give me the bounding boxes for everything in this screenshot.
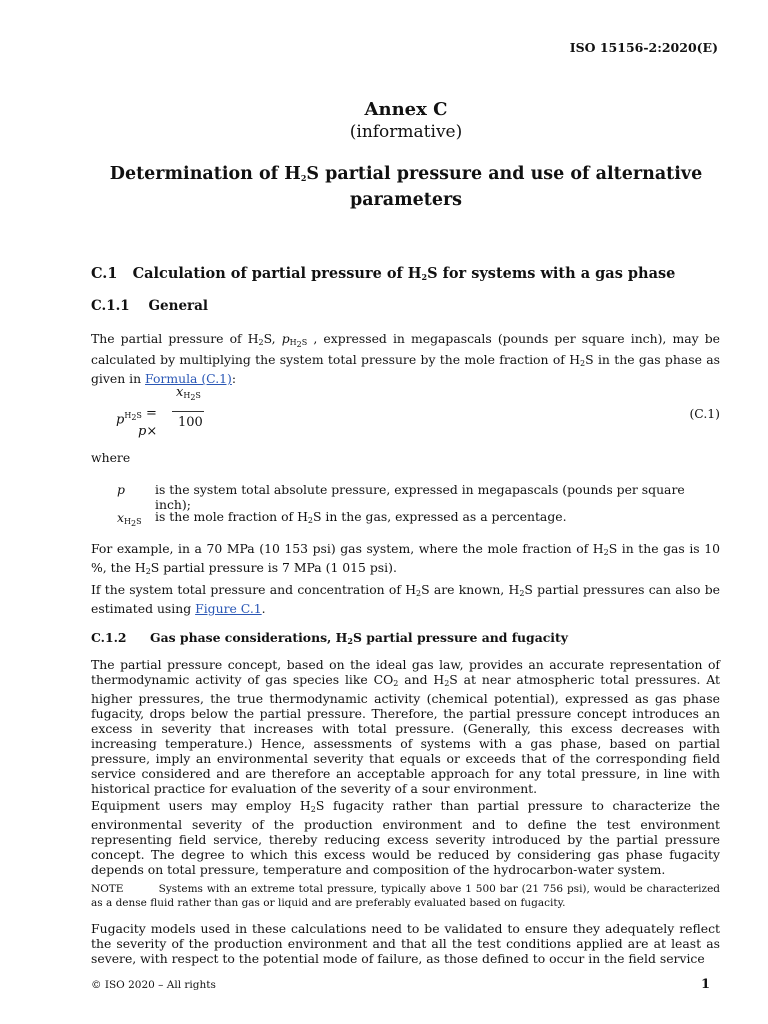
annex-type: (informative): [349, 122, 463, 142]
paragraph-fugacity: Equipment users may employ $H_2S$ fugacity rather than partial pressure to characterize the environmental severity of the production environment and to define the test environment representing field service, thereby reducing excess severity introduced by the partial pressure concept. The degree to which this excess would be reduced by considering gas phase fugacity depends on total pressure, temperature and composition of the hydrocarbon-water system.: [91, 798, 721, 877]
paragraph-partial-pressure-concept: The partial pressure concept, based on the ideal gas law, provides an accurate representation of thermodynamic activity of gas species like $CO_2$ and $H_2S$ at near atmospheric total pressures. At higher pressures, the true thermodynamic activity (chemical potential), expressed as gas phase fugacity, drops below the partial pressure. Therefore, the partial pressure concept introduces an excess in severity that increases with total pressure. (Generally, this excess decreases with increasing temperature.) Hence, assessments of systems with a gas phase, based on partial pressure, imply an environmental severity that equals or exceeds that of the corresponding field service considered and are therefore an acceptable approach for any total pressure, in line with historical practice for evaluation of the severity of a sour environment.: [91, 657, 720, 796]
page-number: 1: [700, 977, 710, 992]
formula-numerator: $x_{H_2S}$: [176, 385, 201, 402]
paragraph-estimate: If the system total pressure and concentration of $H_2S$ are known, $H_2S$ partial pressures can also be estimated using Figure C.1.: [91, 582, 720, 616]
paragraph-example: For example, in a 70 MPa (10 153 psi) gas system, where the mole fraction of $H_2S$ in the gas is 10 %, the $H_2S$ partial pressure is 7 MPa (1 015 psi).: [91, 541, 720, 576]
formula-times: p×: [138, 424, 158, 439]
fraction-line: [172, 411, 204, 412]
formula-link[interactable]: Formula (C.1): [145, 371, 232, 386]
definition-text-x: is the mole fraction of $H_2S$ in the gas, expressed as a percentage.: [155, 509, 567, 525]
definition-symbol-x: $x_{H_2S}$: [117, 510, 142, 528]
formula-lhs: $p^{H_2S}$: [116, 411, 142, 428]
note-label: NOTE: [91, 883, 124, 895]
footer-copyright: © ISO 2020 – All rights: [91, 979, 216, 991]
annex-label: Annex C: [364, 99, 448, 120]
section-heading-c1: C.1 Calculation of partial pressure of $H_2S$ for systems with a gas phase: [91, 265, 676, 282]
document-id: ISO 15156-2:2020(E): [569, 40, 718, 55]
note-text: Systems with an extreme total pressure, typically above 1 500 bar (21 756 psi), would be characterized as a dense fluid rather than gas or liquid and are preferably evaluated based on fugacity.: [91, 883, 721, 909]
section-heading-c12: C.1.2 Gas phase considerations, $H_2S$ partial pressure and fugacity: [91, 630, 568, 646]
where-label: where: [91, 450, 131, 465]
figure-link[interactable]: Figure C.1: [195, 601, 262, 616]
definition-text-p: is the system total absolute pressure, expressed in megapascals (pounds per square inch);: [155, 482, 685, 512]
paragraph-partial-pressure: The partial pressure of $H_2S$, $p_{H_2S}$ , expressed in megapascals (pounds per square inch), may be calculated by multiplying the system total pressure by the mole fraction of $H_2S$ in the gas phase as given in Formula (C.1):: [91, 331, 720, 386]
formula-denominator: 100: [178, 415, 203, 430]
section-heading-c11: C.1.1 General: [91, 298, 209, 314]
note: [91, 882, 720, 910]
formula-equals: =: [146, 406, 157, 421]
paragraph-fugacity-models: Fugacity models used in these calculations need to be validated to ensure they adequately reflect the severity of the production environment and that all the test conditions applied are at least as severe, with respect to the potential mode of failure, as those defined to occur in the field service: [91, 921, 720, 966]
annex-title: Determination of $H_2S$ partial pressure and use of alternative parameters: [109, 164, 703, 210]
formula-label: (C.1): [689, 406, 720, 421]
definition-symbol-p: p: [117, 482, 125, 497]
